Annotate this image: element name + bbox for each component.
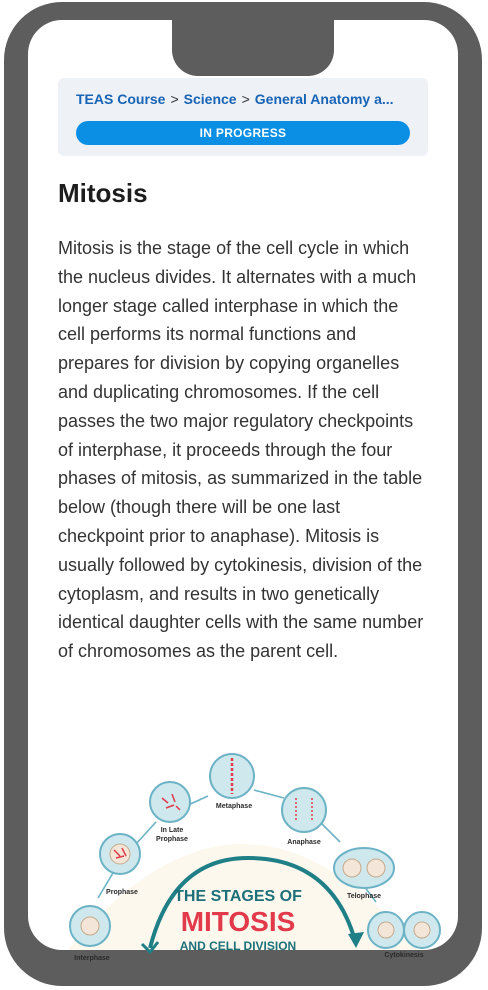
diagram-heading-line1: THE STAGES OF	[174, 888, 302, 905]
breadcrumb-separator: >	[241, 91, 250, 107]
label-cytokinesis-line1: Cytokinesis	[384, 952, 424, 959]
breadcrumb-item-science[interactable]: Science	[183, 91, 237, 107]
breadcrumb-item-anatomy[interactable]: General Anatomy a...	[254, 91, 394, 107]
cell-prophase	[100, 834, 140, 874]
cell-interphase	[70, 906, 110, 946]
label-anaphase: Anaphase	[287, 839, 321, 846]
cell-late-prophase	[150, 782, 190, 822]
cell-anaphase	[282, 788, 326, 832]
breadcrumb-separator: >	[170, 91, 179, 107]
phone-notch	[172, 18, 334, 76]
label-prophase: Prophase	[106, 889, 138, 896]
diagram-heading-line2: MITOSIS	[180, 906, 296, 937]
label-late-prophase-line2: Prophase	[156, 836, 188, 843]
mitosis-stages-diagram	[58, 748, 428, 962]
breadcrumb	[76, 91, 416, 107]
label-late-prophase-line1: In Late	[160, 827, 184, 834]
status-badge: IN PROGRESS	[76, 121, 410, 145]
diagram-heading-line3: AND CELL DIVISION	[179, 939, 297, 953]
lesson-body-text: Mitosis is the stage of the cell cycle in which the nucleus divides. It alternates with a much longer stage called interphase in which the cell performs its normal functions and prepares for division by copying organelles and duplicating chromosomes. If the cell passes the two major regulatory checkpoints of interphase, it proceeds through the four phases of mitosis, as summarized in the table below (though there will be one last checkpoint prior to anaphase). Mitosis is usually followed by cytokinesis, division of the cytoplasm, and results in two genetically identical daughter cells with the same number of chromosomes as the parent cell.	[58, 238, 424, 662]
label-metaphase: Metaphase	[215, 803, 253, 810]
cell-metaphase	[210, 754, 254, 798]
breadcrumb-item-course[interactable]: TEAS Course	[76, 91, 166, 107]
phone-screen	[28, 20, 458, 962]
label-interphase: Interphase	[74, 955, 110, 962]
cell-telophase	[334, 848, 394, 888]
lesson-header-card	[58, 78, 428, 156]
page-title: Mitosis	[58, 178, 148, 208]
label-telophase: Telophase	[346, 893, 382, 900]
